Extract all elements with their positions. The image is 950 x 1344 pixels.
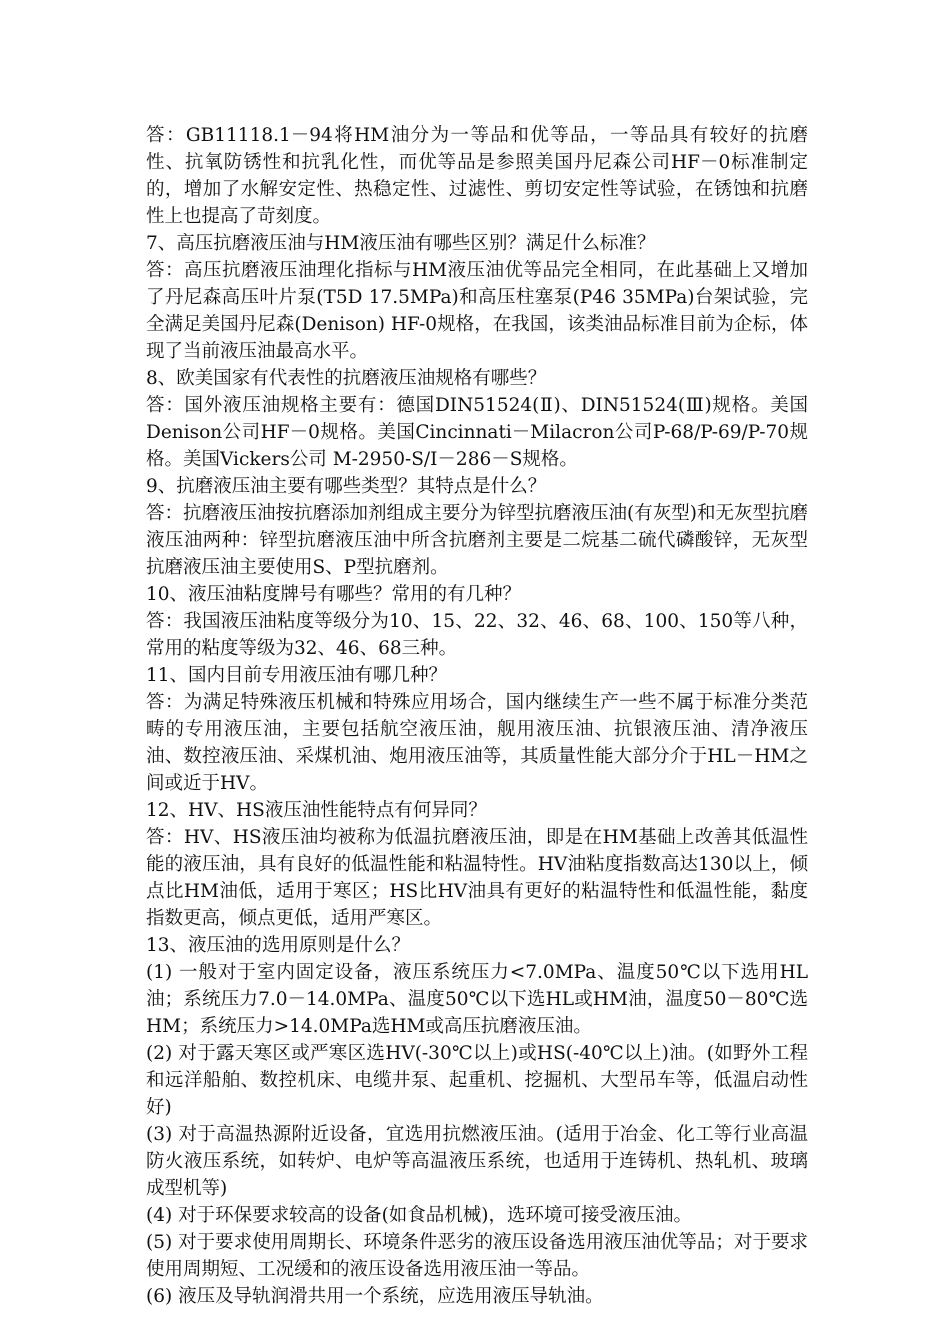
paragraph-answer-7: 答：高压抗磨液压油理化指标与HM液压油优等品完全相同，在此基础上又增加了丹尼森高压叶片泵(T5D 17.5MPa)和高压柱塞泵(P46 35MPa)台架试验，完全满足美国丹尼森(Denison) HF-0规格，在我国，该类油品标准目前为企标，体现了当前液压油最高水平。 [146,260,808,362]
paragraph-answer-12: 答：HV、HS液压油均被称为低温抗磨液压油，即是在HM基础上改善其低温性能的液压油，具有良好的低温性能和粘温特性。HV油粘度指数高达130以上，倾点比HM油低，适用于寒区；HS比HV油具有更好的粘温特性和低温性能，黏度指数更高，倾点更低，适用严寒区。 [146,827,808,929]
selection-rule-1: (1) 一般对于室内固定设备，液压系统压力<7.0MPa、温度50℃以下选用HL油；系统压力7.0－14.0MPa、温度50℃以下选HL或HM油，温度50－80℃选HM；系统压力>14.0MPa选HM或高压抗磨液压油。 [146,962,808,1037]
question-10: 10、液压油粘度牌号有哪些？常用的有几种？ [146,584,522,605]
document-body [146,122,808,1310]
question-8: 8、欧美国家有代表性的抗磨液压油规格有哪些？ [146,368,547,389]
paragraph-answer-8: 答：国外液压油规格主要有：德国DIN51524(Ⅱ)、DIN51524(Ⅲ)规格。美国Denison公司HF－0规格。美国Cincinnati－Milacron公司P-68/P-69/P-70规格。美国Vickers公司 M-2950-S/Ⅰ－286－S规格。 [146,395,808,470]
question-9: 9、抗磨液压油主要有哪些类型？其特点是什么？ [146,476,547,497]
question-7: 7、高压抗磨液压油与HM液压油有哪些区别？满足什么标准？ [146,233,656,254]
paragraph-answer-10: 答：我国液压油粘度等级分为10、15、22、32、46、68、100、150等八种，常用的粘度等级为32、46、68三种。 [146,611,808,659]
selection-rule-5: (5) 对于要求使用周期长、环境条件恶劣的液压设备选用液压油优等品；对于要求使用周期短、工况缓和的液压设备选用液压油一等品。 [146,1232,808,1280]
paragraph-answer-11: 答：为满足特殊液压机械和特殊应用场合，国内继续生产一些不属于标准分类范畴的专用液压油，主要包括航空液压油，舰用液压油、抗银液压油、清净液压油、数控液压油、采煤机油、炮用液压油等，其质量性能大部分介于HL－HM之间或近于HV。 [146,692,808,794]
question-13: 13、液压油的选用原则是什么？ [146,935,411,956]
question-12: 12、HV、HS液压油性能特点有何异同？ [146,800,487,821]
selection-rule-6: (6) 液压及导轨润滑共用一个系统，应选用液压导轨油。 [146,1286,604,1307]
selection-rule-3: (3) 对于高温热源附近设备，宜选用抗燃液压油。(适用于冶金、化工等行业高温防火液压系统，如转炉、电炉等高温液压系统，也适用于连铸机、热轧机、玻璃成型机等) [146,1124,808,1199]
paragraph-answer-6: 答：GB11118.1－94将HM油分为一等品和优等品，一等品具有较好的抗磨性、抗氧防锈性和抗乳化性，而优等品是参照美国丹尼森公司HF－0标准制定的，增加了水解安定性、热稳定性、过滤性、剪切安定性等试验，在锈蚀和抗磨性上也提高了苛刻度。 [146,125,808,227]
paragraph-answer-9: 答：抗磨液压油按抗磨添加剂组成主要分为锌型抗磨液压油(有灰型)和无灰型抗磨液压油两种：锌型抗磨液压油中所含抗磨剂主要是二烷基二硫代磷酸锌，无灰型抗磨液压油主要使用S、P型抗磨剂。 [146,503,808,578]
selection-rule-2: (2) 对于露天寒区或严寒区选HV(-30℃以上)或HS(-40℃以上)油。(如野外工程和远洋船舶、数控机床、电缆井泵、起重机、挖掘机、大型吊车等，低温启动性好) [146,1043,808,1118]
selection-rule-4: (4) 对于环保要求较高的设备(如食品机械)，选环境可接受液压油。 [146,1205,693,1226]
question-11: 11、国内目前专用液压油有哪几种？ [146,665,448,686]
